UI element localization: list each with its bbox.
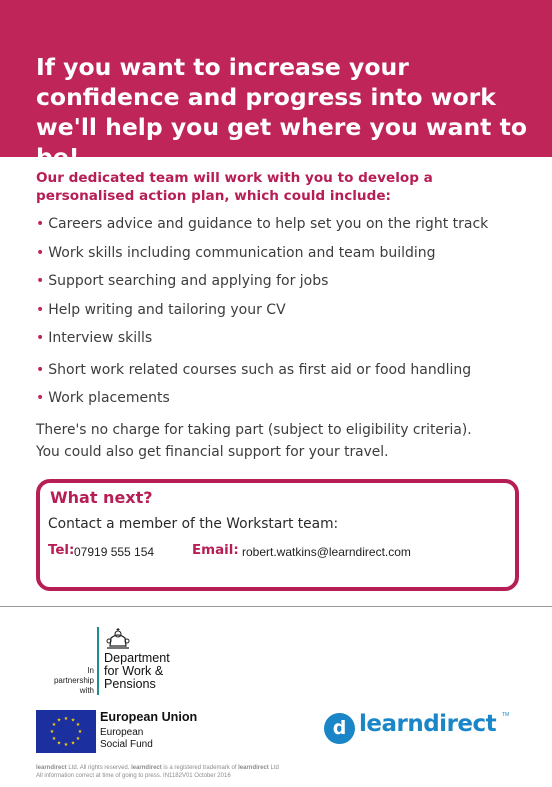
svg-text:★: ★ <box>77 729 83 735</box>
svg-text:★: ★ <box>75 736 81 742</box>
svg-text:★: ★ <box>75 722 81 728</box>
learndirect-icon: d <box>324 713 355 744</box>
list-item: • Work skills including communication and team building <box>36 245 436 261</box>
list-item: • Support searching and applying for jobs <box>36 273 329 289</box>
dwp-logo-rule <box>97 627 99 695</box>
dwp-logo-text: Department for Work & Pensions <box>104 651 170 691</box>
royal-crest-icon <box>105 626 131 650</box>
email-address[interactable]: robert.watkins@learndirect.com <box>242 545 411 559</box>
phone-number[interactable]: 07919 555 154 <box>74 545 155 559</box>
list-item: • Short work related courses such as first aid or food handling <box>36 362 472 378</box>
contact-text: Contact a member of the Workstart team: <box>48 516 339 532</box>
header-banner <box>0 0 552 171</box>
list-item: • Careers advice and guidance to help set you on the right track <box>36 216 489 232</box>
footer-legal <box>36 764 516 780</box>
svg-text:★: ★ <box>56 740 62 747</box>
intro-text: Our dedicated team will work with you to develop a personalised action plan, which could include: <box>36 170 433 204</box>
learndirect-logo <box>324 712 514 752</box>
bullet-icon: • <box>36 245 45 261</box>
list-item: • Work placements <box>36 390 170 406</box>
list-item: • Interview skills <box>36 330 153 346</box>
eu-title: European Union <box>100 710 198 724</box>
list-item: • Help writing and tailoring your CV <box>36 302 286 318</box>
svg-text:★: ★ <box>49 729 55 735</box>
what-next-box <box>36 479 519 591</box>
email-label: Email: <box>192 543 239 558</box>
learndirect-wordmark: learndirect <box>359 711 497 737</box>
bullet-icon: • <box>36 330 45 346</box>
svg-text:★: ★ <box>56 717 62 724</box>
svg-text:★: ★ <box>51 722 57 728</box>
bullet-icon: • <box>36 362 45 378</box>
svg-text:★: ★ <box>70 717 76 724</box>
trademark-mark: TM <box>502 712 510 718</box>
eu-flag-icon <box>36 710 96 753</box>
footer-line: learndirect Ltd. All rights reserved. learndirect is a registered trademark of learndirect Ltd <box>36 765 279 771</box>
eu-subtitle: European Social Fund <box>100 727 153 750</box>
footer-line: All information correct at time of going to press. IN1182V01 October 2016 <box>36 773 231 779</box>
bullet-icon: • <box>36 273 45 289</box>
bullet-icon: • <box>36 216 45 232</box>
bullet-icon: • <box>36 390 45 406</box>
bullet-icon: • <box>36 302 45 318</box>
note-line: You could also get financial support for your travel. <box>36 444 389 460</box>
partnership-label: In partnership with <box>53 666 94 695</box>
svg-text:★: ★ <box>63 742 69 748</box>
eligibility-note <box>36 419 536 463</box>
what-next-title: What next? <box>50 488 153 507</box>
tel-label: Tel: <box>48 543 75 558</box>
svg-text:★: ★ <box>63 716 69 722</box>
svg-text:★: ★ <box>70 740 76 747</box>
page-title: If you want to increase your confidence and progress into work we'll help you get where you want to be! <box>36 53 527 171</box>
svg-text:★: ★ <box>51 736 57 742</box>
note-line: There's no charge for taking part (subject to eligibility criteria). <box>36 422 472 438</box>
divider <box>0 606 552 607</box>
